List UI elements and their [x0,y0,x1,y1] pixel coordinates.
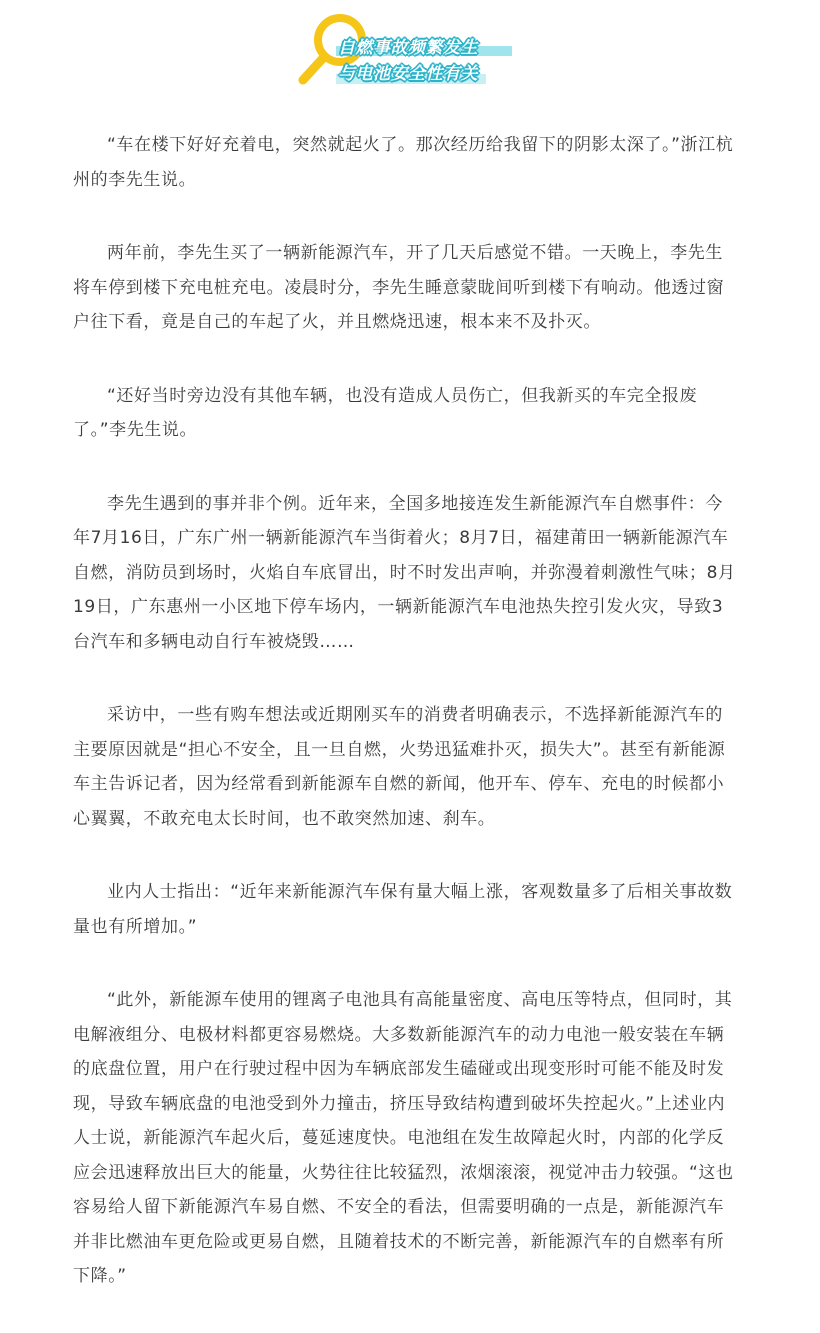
article-paragraph: 李先生遇到的事并非个例。近年来，全国多地接连发生新能源汽车自燃事件：今年7月16日，广东广州一辆新能源汽车当街着火；8月7日，福建莆田一辆新能源汽车自燃，消防员到场时，火焰自车底冒出，时不时发出声响，并弥漫着刺激性气味；8月19日，广东惠州一小区地下停车场内，一辆新能源汽车电池热失控引发火灾，导致3台汽车和多辆电动自行车被烧毁…… [73,493,736,652]
section-title-line-2: 与电池安全性有关 [338,64,478,84]
section-header [0,0,820,100]
article-paragraph: 采访中，一些有购车想法或近期刚买车的消费者明确表示，不选择新能源汽车的主要原因就是“担心不安全，且一旦自燃，火势迅猛难扑灭，损失大”。甚至有新能源车主告诉记者，因为经常看到新能源车自燃的新闻，他开车、停车、充电的时候都小心翼翼，不敢充电太长时间，也不敢突然加速、刹车。 [73,705,726,829]
section-title-line-1: 自燃事故频繁发生 [338,38,478,58]
article-paragraph: “还好当时旁边没有其他车辆，也没有造成人员伤亡，但我新买的车完全报废了。”李先生说。 [73,385,698,440]
article-paragraph: “此外，新能源车使用的锂离子电池具有高能量密度、高电压等特点，但同时，其电解液组分、电极材料都更容易燃烧。大多数新能源汽车的动力电池一般安装在车辆的底盘位置，用户在行驶过程中因为车辆底部发生磕碰或出现变形时可能不能及时发现，导致车辆底盘的电池受到外力撞击，挤压导致结构遭到破坏失控起火。”上述业内人士说，新能源汽车起火后，蔓延速度快。电池组在发生故障起火时，内部的化学反应会迅速释放出巨大的能量，火势往往比较猛烈，浓烟滚滚，视觉冲击力较强。“这也容易给人留下新能源汽车易自燃、不安全的看法，但需要明确的一点是，新能源汽车并非比燃油车更危险或更易自燃，且随着技术的不断完善，新能源汽车的自燃率有所下降。” [73,990,734,1286]
article-body [73,128,738,1333]
article-paragraph: “车在楼下好好充着电，突然就起火了。那次经历给我留下的阴影太深了。”浙江杭州的李先生说。 [73,135,734,190]
article-paragraph: 业内人士指出：“近年来新能源汽车保有量大幅上涨，客观数量多了后相关事故数量也有所增加。” [73,882,733,937]
article-paragraph: 两年前，李先生买了一辆新能源汽车，开了几天后感觉不错。一天晚上，李先生将车停到楼下充电桩充电。凌晨时分，李先生睡意蒙眬间听到楼下有响动。他透过窗户往下看，竟是自己的车起了火，并且燃烧迅速，根本来不及扑灭。 [73,243,725,332]
